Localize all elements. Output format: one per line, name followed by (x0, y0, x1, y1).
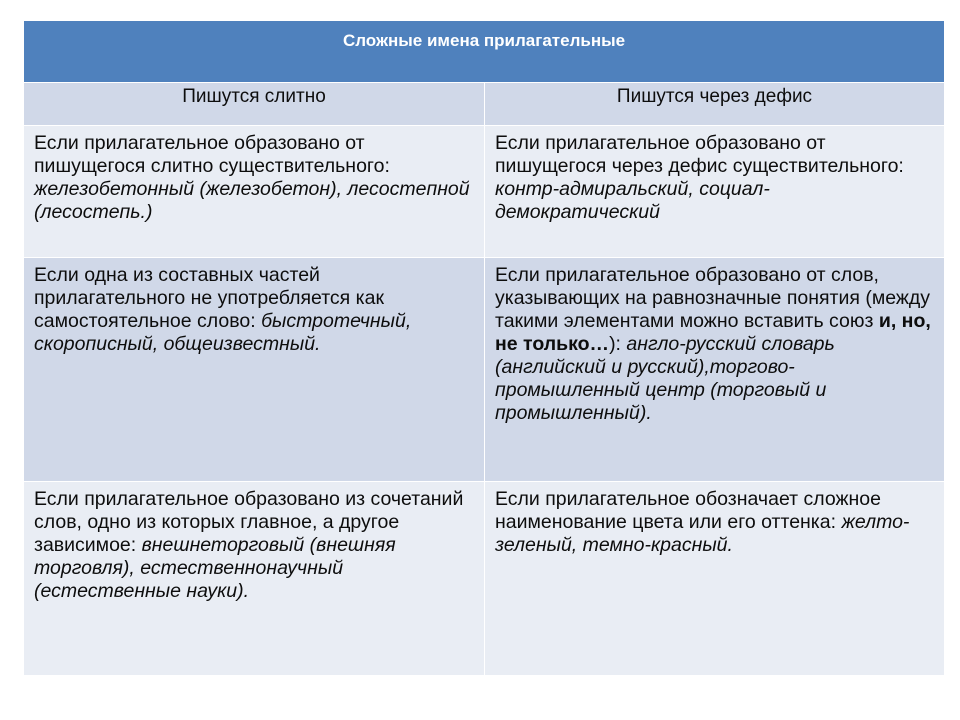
rule-text: Если прилагательное обозначает сложное наименование цвета или его оттенка: (495, 488, 881, 533)
rule-cell-merged (24, 258, 485, 482)
rule-examples: англо-русский словарь (английский и русский),торгово-промышленный центр (торговый и промышленный). (495, 333, 835, 424)
rule-examples: железобетонный (железобетон), лесостепной (лесостепь.) (34, 178, 470, 223)
rule-examples: желто-зеленый, темно-красный. (495, 511, 910, 556)
rule-text: Если одна из составных частей прилагательного не употребляется как самостоятельное слово: (34, 264, 384, 332)
rules-table (23, 20, 945, 676)
rule-cell-merged (24, 482, 485, 676)
header-merged-spelling: Пишутся слитно (24, 83, 485, 126)
rule-text: Если прилагательное образовано от пишущегося слитно существительного: (34, 132, 390, 177)
conjunction-list: и, но, не только… (495, 310, 931, 355)
table-row (24, 258, 945, 482)
header-hyphenated-spelling: Пишутся через дефис (485, 83, 945, 126)
rule-text-continued: ): (609, 333, 627, 355)
table-row (24, 482, 945, 676)
table-row (24, 126, 945, 258)
rule-cell-merged (24, 126, 485, 258)
rule-cell-hyphenated (485, 258, 945, 482)
rule-cell-hyphenated (485, 126, 945, 258)
rule-examples: контр-адмиральский, социал-демократический (495, 178, 770, 223)
rule-examples: внешнеторговый (внешняя торговля), естественнонаучный (естественные науки). (34, 534, 396, 602)
rule-text: Если прилагательное образовано от слов, указывающих на равнозначные понятия (между такими элементами можно вставить союз (495, 264, 931, 332)
rule-text: Если прилагательное образовано от пишущегося через дефис существительного: (495, 132, 904, 177)
rule-cell-hyphenated (485, 482, 945, 676)
table-title: Сложные имена прилагательные (24, 21, 945, 83)
rule-examples: быстротечный, скорописный, общеизвестный. (34, 310, 412, 355)
rule-text: Если прилагательное образовано из сочетаний слов, одно из которых главное, а другое зависимое: (34, 488, 464, 556)
